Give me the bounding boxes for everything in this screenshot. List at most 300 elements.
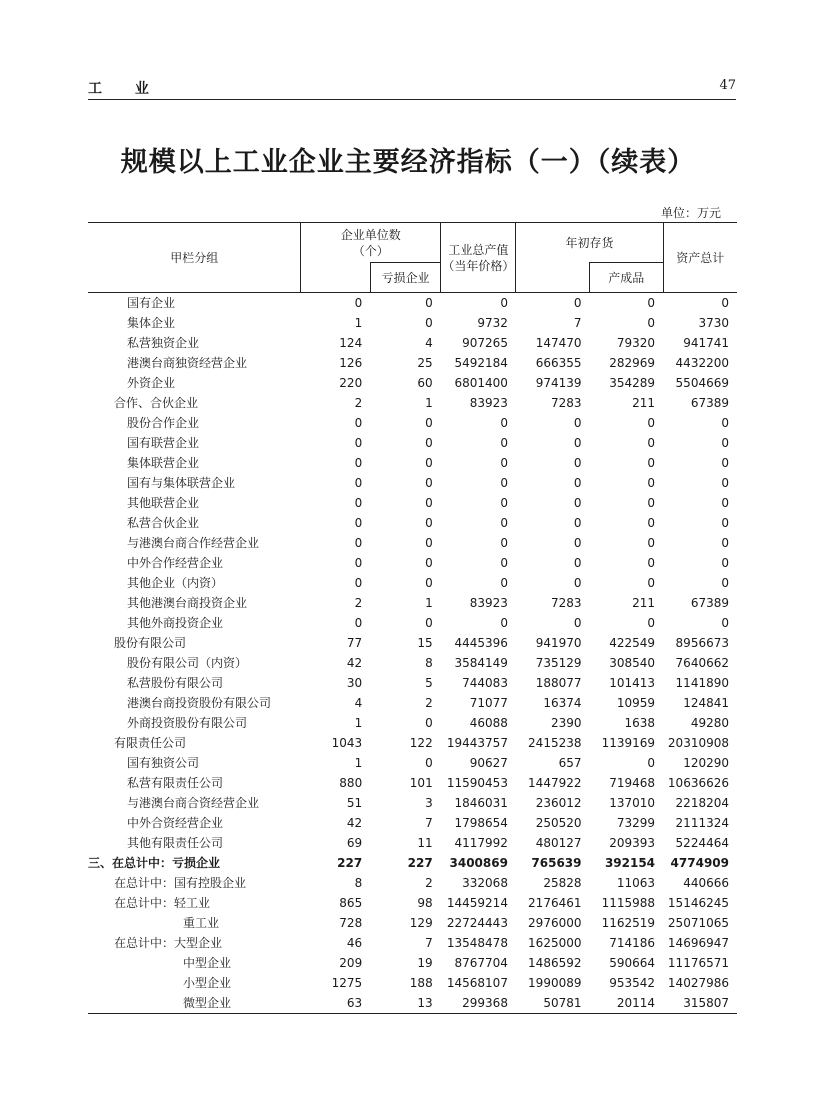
row-value: 46 — [346, 936, 363, 950]
table-row — [88, 913, 737, 933]
table-body — [88, 293, 737, 1014]
row-label: 集体联营企业 — [127, 456, 200, 470]
row-value: 10959 — [616, 696, 656, 710]
row-value: 728 — [339, 916, 363, 930]
table-row — [88, 313, 737, 333]
row-value: 42 — [346, 656, 363, 670]
row-label: 股份合作企业 — [127, 416, 200, 430]
row-label: 其他港澳台商投资企业 — [127, 596, 248, 610]
row-label: 国有独资公司 — [127, 756, 200, 770]
col-header-loss: 亏损企业 — [370, 263, 441, 293]
row-value: 14696947 — [667, 936, 729, 950]
table-row — [88, 793, 737, 813]
row-value: 3 — [425, 796, 433, 810]
row-value: 0 — [647, 536, 656, 550]
row-value: 0 — [573, 296, 582, 310]
table-row — [88, 973, 737, 993]
row-value: 0 — [647, 416, 656, 430]
row-value: 90627 — [469, 756, 508, 770]
row-value: 46088 — [469, 716, 508, 730]
row-label: 在总计中：轻工业 — [114, 896, 211, 910]
row-value: 0 — [721, 476, 729, 490]
row-value: 1 — [354, 756, 363, 770]
table-row — [88, 653, 737, 673]
table-row — [88, 293, 737, 314]
row-value: 227 — [337, 856, 363, 870]
table-row — [88, 773, 737, 793]
row-value: 5504669 — [675, 376, 729, 390]
row-value: 3584149 — [454, 656, 508, 670]
row-value: 0 — [721, 616, 729, 630]
table-row — [88, 673, 737, 693]
row-value: 0 — [721, 496, 729, 510]
row-value: 0 — [354, 576, 363, 590]
row-value: 211 — [632, 596, 656, 610]
row-value: 83923 — [469, 596, 508, 610]
row-value: 7283 — [550, 596, 582, 610]
row-value: 0 — [425, 536, 433, 550]
row-value: 440666 — [683, 876, 729, 890]
row-value: 1 — [354, 716, 363, 730]
table-row — [88, 833, 737, 853]
row-value: 7 — [425, 936, 433, 950]
table-row — [88, 613, 737, 633]
row-value: 0 — [721, 456, 729, 470]
row-value: 1798654 — [454, 816, 508, 830]
row-value: 0 — [500, 536, 508, 550]
row-value: 392154 — [604, 856, 656, 870]
row-value: 11590453 — [446, 776, 508, 790]
row-value: 79320 — [616, 336, 656, 350]
row-label: 与港澳台商合作经营企业 — [127, 536, 260, 550]
row-value: 0 — [647, 556, 656, 570]
row-value: 1141890 — [675, 676, 729, 690]
table-row — [88, 893, 737, 913]
row-value: 0 — [647, 756, 656, 770]
row-value: 2 — [425, 696, 433, 710]
row-value: 14568107 — [446, 976, 508, 990]
row-value: 0 — [425, 716, 433, 730]
row-value: 1275 — [331, 976, 363, 990]
row-value: 5492184 — [454, 356, 508, 370]
row-value: 0 — [500, 576, 508, 590]
row-label: 微型企业 — [88, 993, 301, 1014]
row-value: 354289 — [609, 376, 656, 390]
row-value: 0 — [721, 516, 729, 530]
table-row — [88, 433, 737, 453]
row-value: 2111324 — [675, 816, 729, 830]
row-value: 0 — [573, 416, 582, 430]
row-label: 私营有限责任公司 — [127, 776, 224, 790]
section-header: 工 业 — [88, 81, 163, 97]
row-value: 1990089 — [528, 976, 582, 990]
row-value: 0 — [354, 616, 363, 630]
col-header-group: 甲栏分组 — [88, 223, 301, 293]
row-label: 集体企业 — [127, 316, 176, 330]
row-value: 2415238 — [528, 736, 582, 750]
row-value: 4 — [425, 336, 433, 350]
row-value: 19 — [417, 956, 433, 970]
row-value: 15146245 — [667, 896, 729, 910]
row-value: 4432200 — [675, 356, 729, 370]
row-value: 0 — [573, 516, 582, 530]
row-value: 51 — [346, 796, 363, 810]
row-label: 中外合作经营企业 — [127, 556, 224, 570]
row-value: 124841 — [683, 696, 729, 710]
row-value: 137010 — [609, 796, 656, 810]
row-value: 13548478 — [446, 936, 508, 950]
row-value: 0 — [647, 496, 656, 510]
table-row — [88, 593, 737, 613]
table-row — [88, 513, 737, 533]
row-value: 765639 — [531, 856, 582, 870]
row-value: 67389 — [690, 396, 729, 410]
row-value: 0 — [721, 536, 729, 550]
row-value: 63 — [301, 993, 370, 1014]
row-value: 1162519 — [601, 916, 656, 930]
row-value: 907265 — [462, 336, 508, 350]
row-label: 私营股份有限公司 — [127, 676, 224, 690]
row-value: 315807 — [663, 993, 737, 1014]
row-value: 282969 — [609, 356, 656, 370]
row-value: 147470 — [535, 336, 582, 350]
row-value: 8 — [354, 876, 363, 890]
row-value: 0 — [573, 556, 582, 570]
row-value: 1 — [425, 596, 433, 610]
row-label: 合作、合伙企业 — [114, 396, 199, 410]
row-value: 1139169 — [601, 736, 656, 750]
row-label: 国有企业 — [127, 296, 176, 310]
row-value: 0 — [354, 456, 363, 470]
row-label: 港澳台商投资股份有限公司 — [127, 696, 272, 710]
row-label: 国有联营企业 — [127, 436, 200, 450]
row-value: 0 — [721, 416, 729, 430]
row-value: 1625000 — [528, 936, 582, 950]
row-value: 7640662 — [675, 656, 729, 670]
table-row — [88, 933, 737, 953]
row-value: 0 — [573, 576, 582, 590]
row-value: 25 — [417, 356, 433, 370]
table-row — [88, 873, 737, 893]
row-value: 0 — [354, 536, 363, 550]
row-value: 0 — [500, 296, 508, 310]
table-row — [88, 453, 737, 473]
row-value: 0 — [425, 456, 433, 470]
col-header-units-spacer — [301, 263, 370, 293]
table-row — [88, 953, 737, 973]
row-value: 0 — [573, 456, 582, 470]
row-value: 953542 — [609, 976, 656, 990]
row-value: 19443757 — [446, 736, 508, 750]
row-value: 0 — [425, 556, 433, 570]
row-value: 5 — [425, 676, 433, 690]
row-value: 60 — [417, 376, 433, 390]
row-value: 0 — [500, 516, 508, 530]
row-label: 其他联营企业 — [127, 496, 200, 510]
page-title: 规模以上工业企业主要经济指标（一）（续表） — [120, 147, 696, 178]
row-value: 1846031 — [454, 796, 508, 810]
row-value: 25071065 — [667, 916, 729, 930]
col-header-inventory: 年初存货 — [516, 223, 663, 263]
col-header-finished: 产成品 — [590, 263, 664, 293]
row-value: 0 — [425, 296, 433, 310]
row-label: 其他企业（内资） — [127, 576, 224, 590]
row-value: 0 — [647, 296, 656, 310]
row-value: 0 — [354, 296, 363, 310]
row-value: 0 — [647, 516, 656, 530]
row-value: 0 — [500, 456, 508, 470]
table-row — [88, 753, 737, 773]
table-row — [88, 993, 737, 1014]
row-value: 227 — [407, 856, 433, 870]
row-value: 15 — [417, 636, 433, 650]
row-label: 与港澳台商合资经营企业 — [127, 796, 260, 810]
row-value: 657 — [558, 756, 582, 770]
row-value: 2976000 — [528, 916, 582, 930]
row-value: 0 — [500, 616, 508, 630]
row-value: 14459214 — [446, 896, 508, 910]
row-value: 188 — [409, 976, 433, 990]
row-value: 0 — [647, 456, 656, 470]
row-value: 0 — [500, 496, 508, 510]
table-row — [88, 573, 737, 593]
table-row — [88, 713, 737, 733]
row-value: 0 — [721, 576, 729, 590]
table-row — [88, 493, 737, 513]
table-row — [88, 633, 737, 653]
row-value: 122 — [409, 736, 433, 750]
row-value: 0 — [721, 296, 729, 310]
row-value: 0 — [425, 496, 433, 510]
row-label: 重工业 — [183, 916, 220, 930]
table-row — [88, 853, 737, 873]
row-value: 0 — [500, 556, 508, 570]
row-value: 22724443 — [446, 916, 508, 930]
row-value: 20310908 — [667, 736, 729, 750]
row-label: 有限责任公司 — [114, 736, 187, 750]
row-value: 0 — [573, 496, 582, 510]
row-value: 129 — [409, 916, 433, 930]
row-value: 50781 — [516, 993, 590, 1014]
row-value: 101 — [409, 776, 433, 790]
row-value: 5224464 — [675, 836, 729, 850]
col-header-output: 工业总产值 （当年价格） — [441, 223, 516, 293]
row-value: 4445396 — [454, 636, 508, 650]
row-value: 0 — [573, 476, 582, 490]
row-value: 16374 — [543, 696, 582, 710]
row-value: 2 — [354, 596, 363, 610]
row-value: 11063 — [616, 876, 656, 890]
row-value: 0 — [425, 416, 433, 430]
row-value: 11176571 — [667, 956, 729, 970]
row-value: 71077 — [469, 696, 508, 710]
table-row — [88, 473, 737, 493]
row-value: 1 — [354, 316, 363, 330]
col-header-inventory-spacer — [516, 263, 590, 293]
row-label: 私营合伙企业 — [127, 516, 200, 530]
row-value: 0 — [425, 316, 433, 330]
row-value: 2176461 — [528, 896, 582, 910]
row-value: 6801400 — [454, 376, 508, 390]
row-value: 299368 — [441, 993, 516, 1014]
row-value: 83923 — [469, 396, 508, 410]
row-value: 13 — [370, 993, 441, 1014]
row-value: 880 — [339, 776, 363, 790]
row-value: 590664 — [609, 956, 656, 970]
row-value: 2218204 — [675, 796, 729, 810]
row-value: 220 — [339, 376, 363, 390]
row-value: 0 — [500, 476, 508, 490]
row-value: 0 — [425, 756, 433, 770]
row-value: 211 — [632, 396, 656, 410]
row-value: 20114 — [590, 993, 664, 1014]
row-value: 0 — [354, 556, 363, 570]
row-value: 0 — [425, 576, 433, 590]
row-value: 1043 — [331, 736, 363, 750]
row-value: 0 — [647, 616, 656, 630]
table-row — [88, 733, 737, 753]
row-value: 744083 — [462, 676, 508, 690]
row-value: 1447922 — [528, 776, 582, 790]
row-value: 14027986 — [667, 976, 729, 990]
row-value: 98 — [417, 896, 433, 910]
row-label: 港澳台商独资经营企业 — [127, 356, 248, 370]
row-value: 101413 — [609, 676, 656, 690]
row-value: 0 — [354, 496, 363, 510]
row-value: 3730 — [698, 316, 729, 330]
row-value: 124 — [339, 336, 363, 350]
row-value: 1486592 — [528, 956, 582, 970]
row-label: 私营独资企业 — [127, 336, 200, 350]
row-value: 188077 — [535, 676, 582, 690]
row-value: 250520 — [535, 816, 582, 830]
row-value: 974139 — [535, 376, 582, 390]
table-row — [88, 333, 737, 353]
row-value: 1115988 — [601, 896, 656, 910]
row-value: 11 — [417, 836, 433, 850]
row-value: 209393 — [609, 836, 656, 850]
row-value: 0 — [573, 536, 582, 550]
row-value: 666355 — [535, 356, 582, 370]
row-value: 0 — [647, 476, 656, 490]
row-value: 422549 — [609, 636, 656, 650]
page-number: 47 — [719, 78, 736, 93]
row-value: 0 — [354, 476, 363, 490]
unit-label: 单位：万元 — [660, 206, 721, 220]
row-value: 0 — [647, 316, 656, 330]
row-value: 7 — [425, 816, 433, 830]
row-value: 2 — [425, 876, 433, 890]
row-value: 0 — [500, 416, 508, 430]
row-value: 480127 — [535, 836, 582, 850]
row-value: 719468 — [609, 776, 656, 790]
row-label: 股份有限公司（内资） — [127, 656, 248, 670]
row-value: 4 — [354, 696, 363, 710]
row-label: 外商投资股份有限公司 — [127, 716, 248, 730]
table-row — [88, 553, 737, 573]
row-value: 7283 — [550, 396, 582, 410]
row-label: 国有与集体联营企业 — [127, 476, 236, 490]
table-row — [88, 373, 737, 393]
row-value: 332068 — [462, 876, 508, 890]
row-value: 10636626 — [667, 776, 729, 790]
row-value: 714186 — [609, 936, 656, 950]
row-value: 49280 — [690, 716, 729, 730]
row-value: 4117992 — [454, 836, 508, 850]
row-value: 42 — [346, 816, 363, 830]
row-value: 865 — [339, 896, 363, 910]
row-value: 3400869 — [449, 856, 508, 870]
row-value: 941970 — [535, 636, 582, 650]
row-value: 0 — [573, 436, 582, 450]
row-value: 8956673 — [675, 636, 729, 650]
row-value: 67389 — [690, 596, 729, 610]
row-value: 30 — [346, 676, 363, 690]
row-value: 69 — [346, 836, 363, 850]
row-value: 308540 — [609, 656, 656, 670]
row-value: 0 — [721, 556, 729, 570]
table-row — [88, 693, 737, 713]
table-row — [88, 393, 737, 413]
row-value: 0 — [425, 516, 433, 530]
row-value: 2390 — [550, 716, 582, 730]
row-value: 0 — [500, 436, 508, 450]
row-value: 0 — [425, 436, 433, 450]
economic-indicators-table — [88, 222, 737, 1014]
row-label: 其他有限责任公司 — [127, 836, 224, 850]
row-value: 0 — [647, 436, 656, 450]
row-value: 1 — [425, 396, 433, 410]
row-label: 股份有限公司 — [114, 636, 187, 650]
row-value: 73299 — [616, 816, 656, 830]
row-value: 0 — [354, 516, 363, 530]
row-value: 209 — [339, 956, 363, 970]
row-value: 8 — [425, 656, 433, 670]
row-value: 0 — [721, 436, 729, 450]
row-value: 0 — [354, 416, 363, 430]
table-row — [88, 413, 737, 433]
row-value: 126 — [339, 356, 363, 370]
row-value: 0 — [425, 476, 433, 490]
row-label: 其他外商投资企业 — [127, 616, 224, 630]
row-value: 2 — [354, 396, 363, 410]
col-header-assets: 资产总计 — [663, 223, 737, 293]
row-value: 8767704 — [454, 956, 508, 970]
row-value: 9732 — [477, 316, 508, 330]
row-label: 在总计中：国有控股企业 — [114, 876, 247, 890]
table-row — [88, 353, 737, 373]
row-label: 三、在总计中：亏损企业 — [88, 856, 221, 870]
row-value: 0 — [354, 436, 363, 450]
row-value: 120290 — [683, 756, 729, 770]
row-value: 0 — [573, 616, 582, 630]
row-label: 外资企业 — [127, 376, 176, 390]
row-label: 在总计中：大型企业 — [114, 936, 223, 950]
row-value: 7 — [573, 316, 582, 330]
row-value: 1638 — [624, 716, 656, 730]
row-value: 0 — [647, 576, 656, 590]
row-label: 小型企业 — [183, 976, 232, 990]
row-value: 735129 — [535, 656, 582, 670]
row-value: 25828 — [543, 876, 582, 890]
row-value: 236012 — [535, 796, 582, 810]
row-value: 0 — [425, 616, 433, 630]
row-value: 941741 — [683, 336, 729, 350]
header-divider — [88, 99, 736, 100]
row-label: 中型企业 — [183, 956, 232, 970]
row-value: 4774909 — [670, 856, 729, 870]
table-row — [88, 813, 737, 833]
